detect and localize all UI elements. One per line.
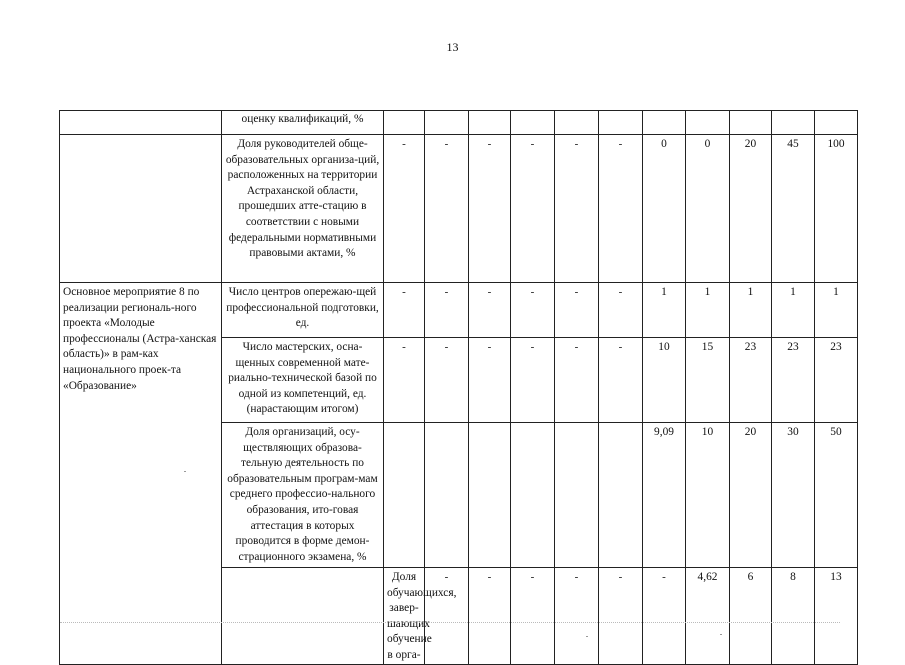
value-cell: -: [469, 568, 511, 665]
value-cell: -: [555, 283, 599, 338]
value-cell: 1: [730, 283, 772, 338]
value-cell: [384, 423, 425, 568]
value-cell: [425, 423, 469, 568]
value-cell: [772, 111, 815, 135]
value-cell: 10: [643, 338, 686, 423]
value-cell: -: [511, 568, 555, 665]
empty-event-cell: [60, 111, 222, 135]
value-cell: [599, 111, 643, 135]
value-cell: 45: [772, 135, 815, 283]
value-cell: 1: [772, 283, 815, 338]
value-cell: -: [469, 283, 511, 338]
value-cell: 20: [730, 423, 772, 568]
value-cell: 100: [815, 135, 858, 283]
value-cell: 9,09: [643, 423, 686, 568]
value-cell: 23: [772, 338, 815, 423]
value-cell: [815, 111, 858, 135]
page-number: 13: [446, 40, 459, 54]
value-cell: -: [511, 135, 555, 283]
table-row: [60, 111, 858, 135]
value-cell: 23: [815, 338, 858, 423]
value-cell: -: [425, 568, 469, 665]
value-cell: 1: [815, 283, 858, 338]
value-cell: -: [643, 568, 686, 665]
value-cell: [555, 111, 599, 135]
value-cell: 1: [686, 283, 730, 338]
empty-event-cell: [222, 568, 384, 665]
indicators-table: [59, 110, 858, 665]
value-cell: 1: [643, 283, 686, 338]
value-cell: 8: [772, 568, 815, 665]
value-cell: -: [425, 283, 469, 338]
scan-artifact-line: [60, 622, 840, 624]
value-cell: -: [469, 135, 511, 283]
value-cell: -: [599, 135, 643, 283]
value-cell: -: [555, 338, 599, 423]
value-cell: -: [599, 338, 643, 423]
indicator-cell: Число мастерских, осна-щенных современной мате-риально-технической базой по одной из компетенций, ед. (нарастающим итогом): [222, 338, 384, 423]
table-row: [60, 283, 858, 338]
scan-speck: [184, 471, 186, 472]
value-cell: [469, 423, 511, 568]
value-cell: [384, 111, 425, 135]
value-cell: 50: [815, 423, 858, 568]
value-cell: 20: [730, 135, 772, 283]
value-cell: 4,62: [686, 568, 730, 665]
value-cell: -: [425, 338, 469, 423]
value-cell: 23: [730, 338, 772, 423]
value-cell: [730, 111, 772, 135]
value-cell: -: [555, 568, 599, 665]
value-cell: [599, 423, 643, 568]
scan-speck: [720, 634, 722, 635]
value-cell: -: [384, 283, 425, 338]
value-cell: 30: [772, 423, 815, 568]
table-row: [60, 135, 858, 283]
value-cell: -: [555, 135, 599, 283]
value-cell: -: [384, 338, 425, 423]
value-cell: [511, 111, 555, 135]
value-cell: -: [599, 568, 643, 665]
value-cell: -: [425, 135, 469, 283]
value-cell: -: [384, 135, 425, 283]
value-cell: [555, 423, 599, 568]
value-cell: 10: [686, 423, 730, 568]
indicator-cell: оценку квалификаций, %: [222, 111, 384, 135]
value-cell: 0: [643, 135, 686, 283]
value-cell: [425, 111, 469, 135]
indicator-cell: Доля руководителей обще-образовательных организа-ций, расположенных на территории Астраханской области, прошедших атте-стацию в соответствии с новыми федеральными нормативными правовыми актами, %: [222, 135, 384, 283]
value-cell: [686, 111, 730, 135]
indicator-cell: Число центров опережаю-щей профессиональной подготовки, ед.: [222, 283, 384, 338]
value-cell: 0: [686, 135, 730, 283]
value-cell: [511, 423, 555, 568]
scan-speck: [586, 636, 588, 637]
indicator-cell: Доля обучающихся, завер-шающих обучение в орга-: [384, 568, 425, 665]
value-cell: -: [511, 283, 555, 338]
value-cell: 15: [686, 338, 730, 423]
empty-event-cell: [60, 135, 222, 283]
value-cell: -: [469, 338, 511, 423]
value-cell: [643, 111, 686, 135]
value-cell: 13: [815, 568, 858, 665]
event-cell: Основное мероприятие 8 по реализации региональ-ного проекта «Молодые профессионалы (Астра-ханская область)» в рам-ках национального проек-та «Образование»: [60, 283, 222, 665]
value-cell: -: [599, 283, 643, 338]
indicator-cell: Доля организаций, осу-ществляющих образова-тельную деятельность по образовательным програм-мам среднего профессио-нального образования, ито-говая аттестация в которых проводится в форме демон-страционного экзамена, %: [222, 423, 384, 568]
value-cell: [469, 111, 511, 135]
value-cell: 6: [730, 568, 772, 665]
value-cell: -: [511, 338, 555, 423]
